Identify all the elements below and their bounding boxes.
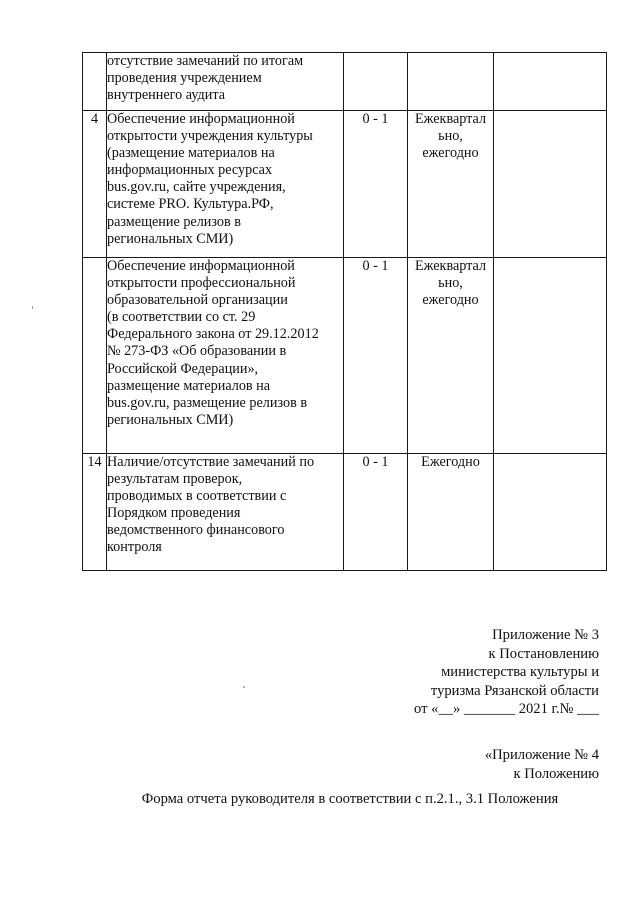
period-line: Ежегодно xyxy=(421,454,480,470)
desc-line: Наличие/отсутствие замечаний по xyxy=(107,454,315,470)
appendix-4-block xyxy=(485,746,599,783)
desc-line: bus.gov.ru, сайте учреждения, xyxy=(107,179,286,196)
desc-line: Порядком проведения xyxy=(107,505,241,522)
desc-line: размещение релизов в xyxy=(107,213,241,230)
desc-line: bus.gov.ru, размещение релизов в xyxy=(107,394,308,411)
appendix-3-line: от «__» _______ 2021 г.№ ___ xyxy=(414,701,599,718)
row-points xyxy=(344,53,408,111)
row-period xyxy=(408,111,494,258)
row-points: 0 - 1 xyxy=(344,454,408,571)
table-row xyxy=(83,53,607,111)
desc-line: № 273-ФЗ «Об образовании в xyxy=(107,343,287,360)
desc-line: Обеспечение информационной xyxy=(107,111,295,127)
desc-line: региональных СМИ) xyxy=(107,411,234,428)
desc-line: Российской Федерации», xyxy=(107,360,259,377)
row-value xyxy=(494,53,607,111)
desc-line: образовательной организации xyxy=(107,292,288,309)
desc-line: информационных ресурсах xyxy=(107,162,273,179)
appendix-4-line: к Положению xyxy=(513,765,599,782)
desc-line: контроля xyxy=(107,539,162,556)
desc-line: (размещение материалов на xyxy=(107,145,275,162)
criteria-table xyxy=(82,52,607,571)
period-line: Ежеквартал xyxy=(414,258,487,274)
appendix-3-line: к Постановлению xyxy=(488,645,599,662)
row-number: 4 xyxy=(83,111,107,258)
scan-speck xyxy=(32,306,33,309)
desc-line: внутреннего аудита xyxy=(107,87,225,104)
appendix-3-line: туризма Рязанской области xyxy=(430,682,599,699)
row-number xyxy=(83,258,107,454)
desc-line: Обеспечение информационной xyxy=(107,258,295,274)
desc-line: проводимых в соответствии с xyxy=(107,488,287,505)
desc-line: открытости профессиональной xyxy=(107,275,296,292)
row-points: 0 - 1 xyxy=(344,258,408,454)
row-value xyxy=(494,258,607,454)
row-period xyxy=(408,53,494,111)
appendix-3-line: министерства культуры и xyxy=(441,664,599,681)
table-row xyxy=(83,454,607,571)
row-period xyxy=(408,454,494,571)
desc-line: системе PRO. Культура.РФ, xyxy=(107,196,274,213)
desc-line: проведения учреждением xyxy=(107,70,262,87)
desc-line: региональных СМИ) xyxy=(107,230,234,247)
row-value xyxy=(494,111,607,258)
desc-line: размещение материалов на xyxy=(107,377,271,394)
desc-line: (в соответствии со ст. 29 xyxy=(107,309,256,326)
period-line: Ежеквартал xyxy=(414,111,487,127)
scan-speck xyxy=(243,686,245,688)
row-points: 0 - 1 xyxy=(344,111,408,258)
period-line: ьно, xyxy=(438,275,463,292)
row-description xyxy=(107,258,344,454)
row-period xyxy=(408,258,494,454)
row-description xyxy=(107,454,344,571)
appendix-3-block xyxy=(414,626,599,719)
desc-line: отсутствие замечаний по итогам xyxy=(107,53,304,69)
desc-line: результатам проверок, xyxy=(107,471,243,488)
desc-line: открытости учреждения культуры xyxy=(107,128,313,145)
row-number xyxy=(83,53,107,111)
row-description xyxy=(107,53,344,111)
appendix-3-line: Приложение № 3 xyxy=(492,627,599,643)
period-line: ьно, xyxy=(438,128,463,145)
table-row xyxy=(83,111,607,258)
desc-line: Федерального закона от 29.12.2012 xyxy=(107,326,319,343)
desc-line: ведомственного финансового xyxy=(107,522,285,539)
period-line: ежегодно xyxy=(422,292,479,309)
appendix-4-line: «Приложение № 4 xyxy=(484,747,599,763)
form-title: Форма отчета руководителя в соответствии с п.2.1., 3.1 Положения xyxy=(141,791,559,807)
row-description xyxy=(107,111,344,258)
period-line: ежегодно xyxy=(422,145,479,162)
table-row xyxy=(83,258,607,454)
row-number: 14 xyxy=(83,454,107,571)
row-value xyxy=(494,454,607,571)
